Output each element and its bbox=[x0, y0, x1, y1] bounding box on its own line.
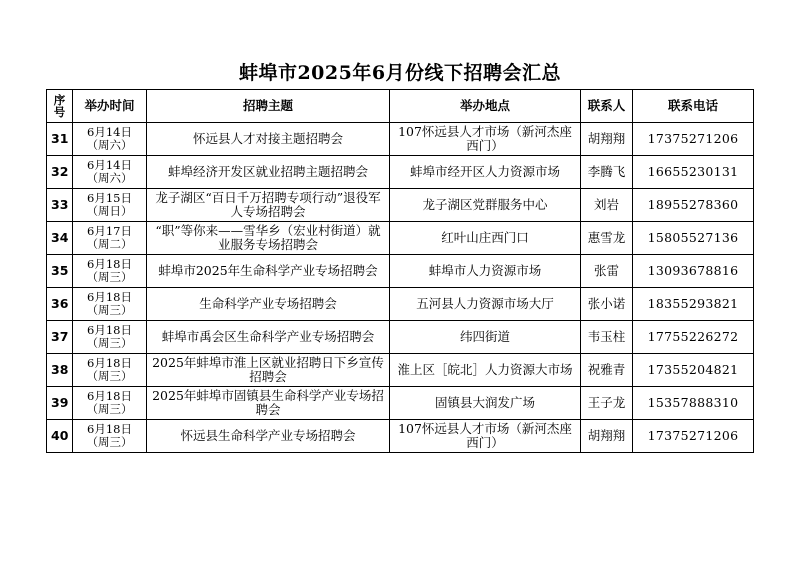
row-phone: 18355293821 bbox=[633, 288, 754, 321]
row-location: 蚌埠市经开区人力资源市场 bbox=[390, 156, 581, 189]
row-number: 37 bbox=[47, 321, 73, 354]
row-location: 107怀远县人才市场（新河杰座西门） bbox=[390, 123, 581, 156]
row-number: 36 bbox=[47, 288, 73, 321]
row-date-date: 6月17日 bbox=[87, 224, 132, 238]
row-phone: 17375271206 bbox=[633, 123, 754, 156]
table-row bbox=[47, 156, 754, 189]
row-theme: 蚌埠市2025年生命科学产业专场招聘会 bbox=[147, 255, 390, 288]
header-contact: 联系人 bbox=[581, 90, 633, 123]
row-contact: 王子龙 bbox=[581, 387, 633, 420]
row-contact: 胡翔翔 bbox=[581, 123, 633, 156]
row-phone: 16655230131 bbox=[633, 156, 754, 189]
header-theme: 招聘主题 bbox=[147, 90, 390, 123]
row-location: 蚌埠市人力资源市场 bbox=[390, 255, 581, 288]
row-number: 34 bbox=[47, 222, 73, 255]
row-contact: 李腾飞 bbox=[581, 156, 633, 189]
row-location: 淮上区［皖北］人力资源大市场 bbox=[390, 354, 581, 387]
row-phone: 15357888310 bbox=[633, 387, 754, 420]
row-date-date: 6月14日 bbox=[87, 125, 132, 139]
row-phone: 13093678816 bbox=[633, 255, 754, 288]
table-row bbox=[47, 387, 754, 420]
row-date bbox=[73, 420, 147, 453]
header-seq-line2: 号 bbox=[53, 105, 66, 119]
header-location: 举办地点 bbox=[390, 90, 581, 123]
row-date-weekday: （周三） bbox=[86, 336, 133, 350]
row-location: 龙子湖区党群服务中心 bbox=[390, 189, 581, 222]
row-contact: 张小诺 bbox=[581, 288, 633, 321]
row-contact: 祝雅青 bbox=[581, 354, 633, 387]
row-date bbox=[73, 354, 147, 387]
header-date: 举办时间 bbox=[73, 90, 147, 123]
table-row bbox=[47, 288, 754, 321]
row-date bbox=[73, 189, 147, 222]
row-date bbox=[73, 321, 147, 354]
row-date-weekday: （周三） bbox=[86, 402, 133, 416]
row-location: 五河县人力资源市场大厅 bbox=[390, 288, 581, 321]
row-theme: 怀远县生命科学产业专场招聘会 bbox=[147, 420, 390, 453]
row-date bbox=[73, 222, 147, 255]
row-contact: 刘岩 bbox=[581, 189, 633, 222]
row-date-weekday: （周三） bbox=[86, 303, 133, 317]
row-contact: 张雷 bbox=[581, 255, 633, 288]
row-contact: 胡翔翔 bbox=[581, 420, 633, 453]
row-theme: 2025年蚌埠市淮上区就业招聘日下乡宣传招聘会 bbox=[147, 354, 390, 387]
row-date-date: 6月18日 bbox=[87, 356, 132, 370]
row-theme: 蚌埠经济开发区就业招聘主题招聘会 bbox=[147, 156, 390, 189]
row-number: 35 bbox=[47, 255, 73, 288]
page-title: 蚌埠市2025年6月份线下招聘会汇总 bbox=[238, 62, 562, 84]
row-date bbox=[73, 387, 147, 420]
table-row bbox=[47, 354, 754, 387]
row-date-weekday: （周三） bbox=[86, 369, 133, 383]
row-location: 纬四街道 bbox=[390, 321, 581, 354]
row-contact: 惠雪龙 bbox=[581, 222, 633, 255]
table-row bbox=[47, 255, 754, 288]
row-date-weekday: （周二） bbox=[86, 237, 133, 251]
row-date-date: 6月18日 bbox=[87, 290, 132, 304]
header-phone: 联系电话 bbox=[633, 90, 754, 123]
row-date bbox=[73, 123, 147, 156]
row-location: 固镇县大润发广场 bbox=[390, 387, 581, 420]
row-date-date: 6月18日 bbox=[87, 323, 132, 337]
row-date-weekday: （周三） bbox=[86, 270, 133, 284]
row-contact: 韦玉柱 bbox=[581, 321, 633, 354]
row-phone: 15805527136 bbox=[633, 222, 754, 255]
row-date-weekday: （周三） bbox=[86, 435, 133, 449]
table-row bbox=[47, 189, 754, 222]
row-theme: 2025年蚌埠市固镇县生命科学产业专场招聘会 bbox=[147, 387, 390, 420]
table-row bbox=[47, 123, 754, 156]
table-row bbox=[47, 420, 754, 453]
row-date-weekday: （周六） bbox=[86, 171, 133, 185]
row-phone: 17355204821 bbox=[633, 354, 754, 387]
row-number: 33 bbox=[47, 189, 73, 222]
job-fair-table bbox=[46, 89, 754, 453]
row-date-date: 6月18日 bbox=[87, 422, 132, 436]
table-body bbox=[47, 123, 754, 453]
row-theme: 生命科学产业专场招聘会 bbox=[147, 288, 390, 321]
header-seq bbox=[47, 90, 73, 123]
row-number: 31 bbox=[47, 123, 73, 156]
table-row bbox=[47, 321, 754, 354]
row-theme: 怀远县人才对接主题招聘会 bbox=[147, 123, 390, 156]
table-header-row bbox=[47, 90, 754, 123]
row-date bbox=[73, 288, 147, 321]
row-date-weekday: （周六） bbox=[86, 138, 133, 152]
row-theme: “职”等你来——雪华乡（宏业村街道）就业服务专场招聘会 bbox=[147, 222, 390, 255]
table-row bbox=[47, 222, 754, 255]
row-phone: 17375271206 bbox=[633, 420, 754, 453]
row-number: 32 bbox=[47, 156, 73, 189]
row-theme: 龙子湖区“百日千万招聘专项行动”退役军人专场招聘会 bbox=[147, 189, 390, 222]
row-location: 107怀远县人才市场（新河杰座西门） bbox=[390, 420, 581, 453]
row-date-weekday: （周日） bbox=[86, 204, 133, 218]
row-number: 39 bbox=[47, 387, 73, 420]
row-location: 红叶山庄西门口 bbox=[390, 222, 581, 255]
row-number: 40 bbox=[47, 420, 73, 453]
row-date-date: 6月18日 bbox=[87, 257, 132, 271]
row-theme: 蚌埠市禹会区生命科学产业专场招聘会 bbox=[147, 321, 390, 354]
row-phone: 17755226272 bbox=[633, 321, 754, 354]
row-date-date: 6月15日 bbox=[87, 191, 132, 205]
row-date-date: 6月14日 bbox=[87, 158, 132, 172]
row-number: 38 bbox=[47, 354, 73, 387]
row-date bbox=[73, 156, 147, 189]
row-date bbox=[73, 255, 147, 288]
header-seq-line1: 序 bbox=[53, 93, 66, 107]
row-date-date: 6月18日 bbox=[87, 389, 132, 403]
row-phone: 18955278360 bbox=[633, 189, 754, 222]
